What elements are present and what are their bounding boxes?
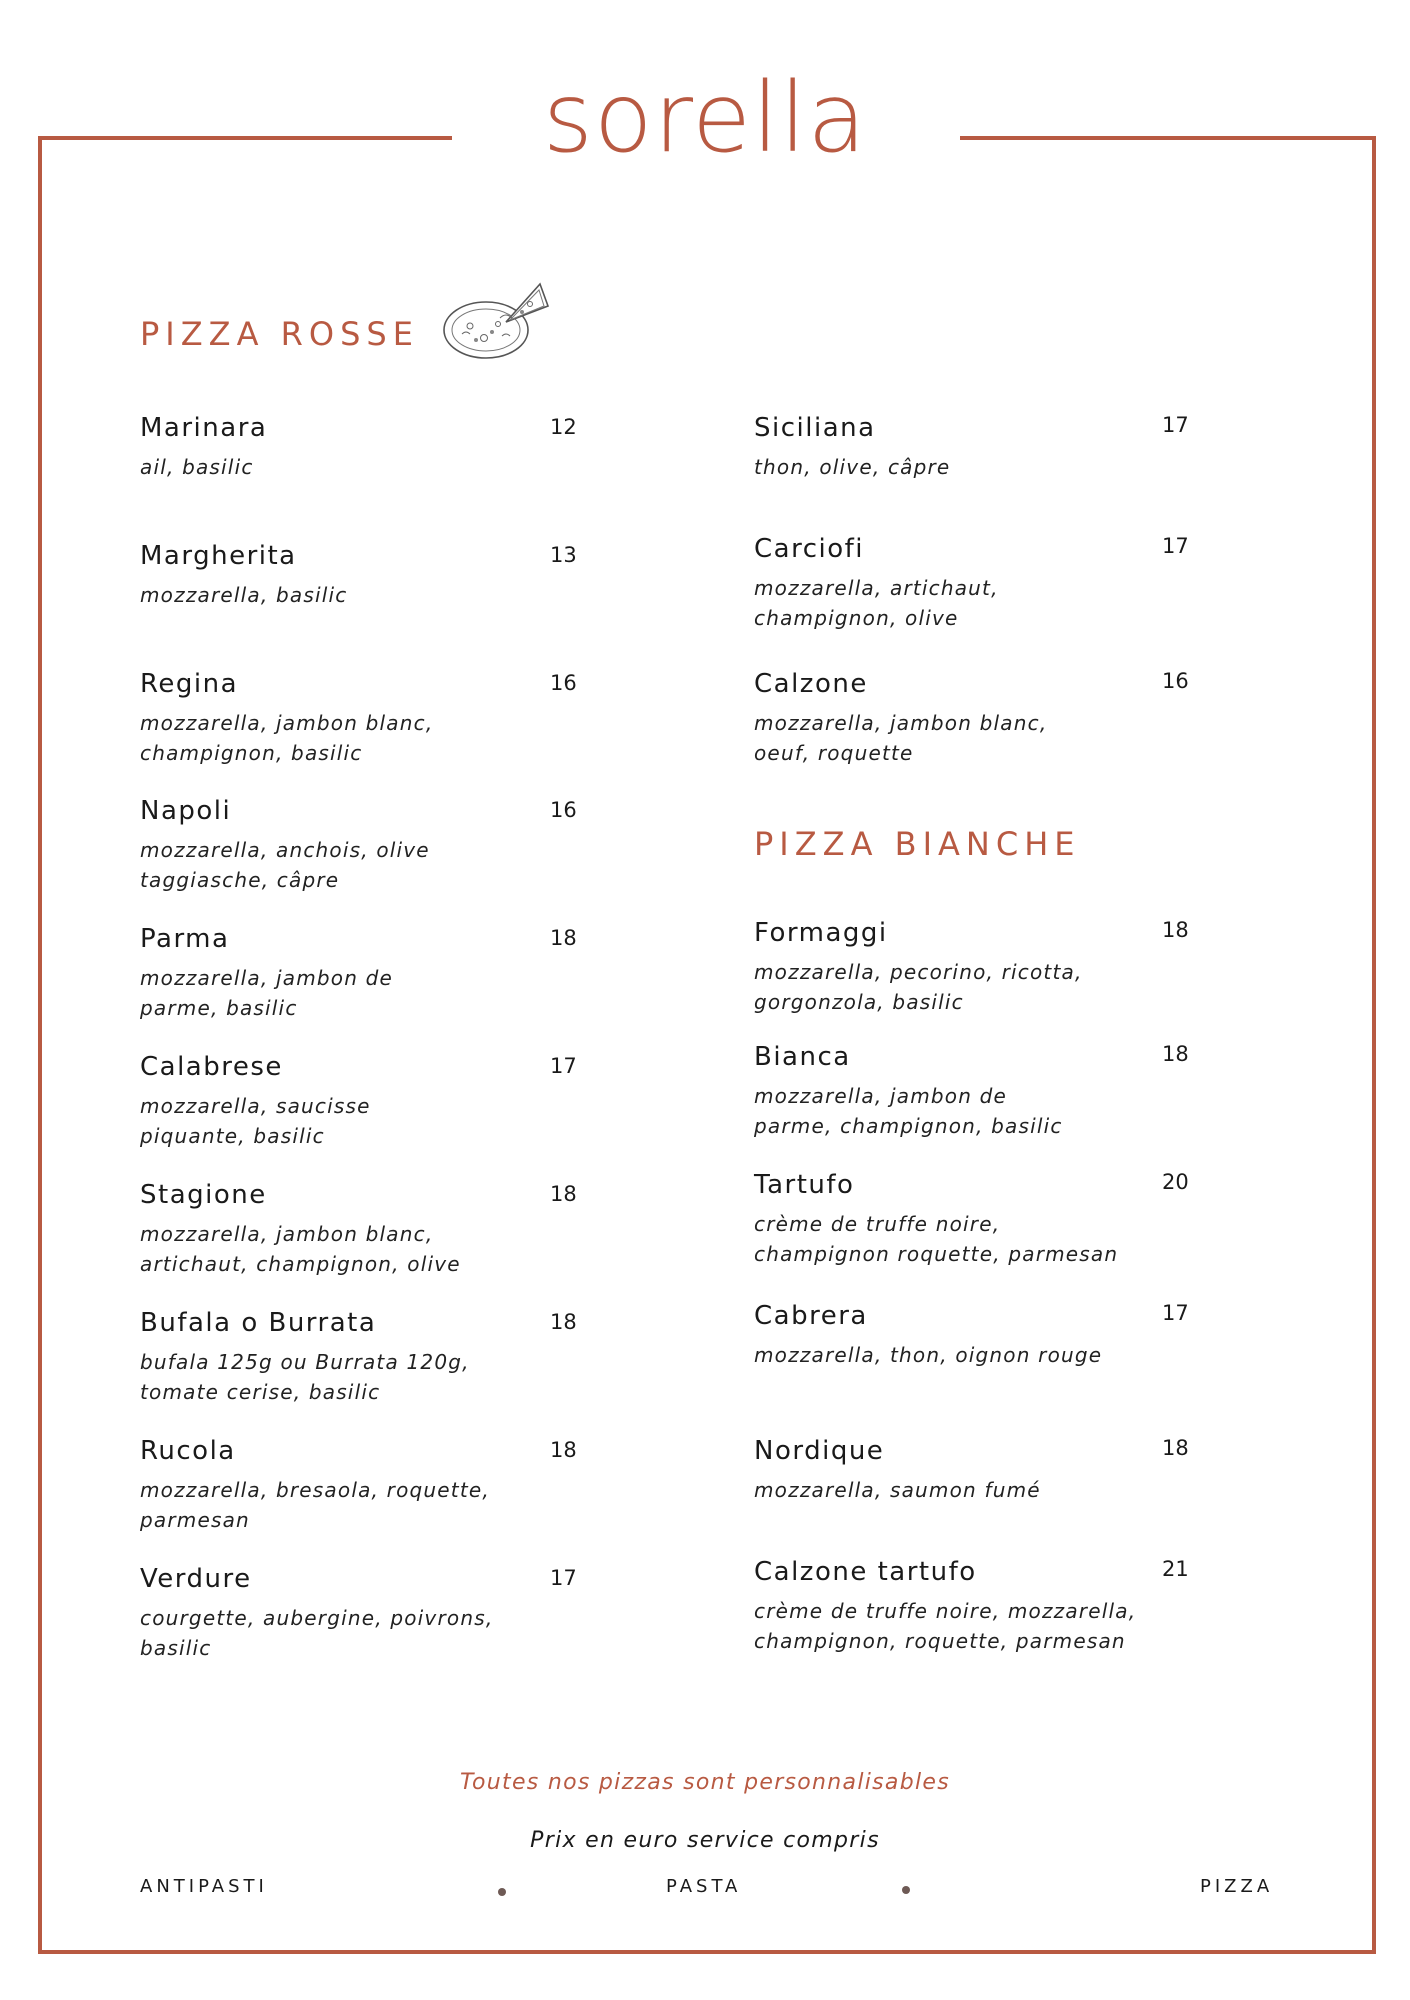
nav-antipasti[interactable]: ANTIPASTI bbox=[140, 1876, 268, 1897]
item-name: Calzone bbox=[754, 669, 868, 699]
item-description: mozzarella, anchois, olive taggiasche, câpre bbox=[140, 838, 430, 892]
item-name: Rucola bbox=[140, 1436, 236, 1466]
item-description: crème de truffe noire, mozzarella, champignon, roquette, parmesan bbox=[754, 1599, 1137, 1653]
item-name: Margherita bbox=[140, 541, 297, 571]
item-price: 17 bbox=[550, 1054, 577, 1078]
nav-pizza[interactable]: PIZZA bbox=[1200, 1876, 1274, 1897]
item-description: mozzarella, saucisse piquante, basilic bbox=[140, 1094, 371, 1148]
section-title-bianche: PIZZA BIANCHE bbox=[754, 825, 1081, 863]
item-description: mozzarella, jambon blanc, champignon, basilic bbox=[140, 711, 434, 765]
item-description: courgette, aubergine, poivrons, basilic bbox=[140, 1606, 494, 1660]
item-description: crème de truffe noire, champignon roquette, parmesan bbox=[754, 1212, 1119, 1266]
frame-left bbox=[38, 136, 42, 1954]
item-description: ail, basilic bbox=[140, 455, 254, 479]
item-name: Nordique bbox=[754, 1436, 885, 1466]
item-name: Calzone tartufo bbox=[754, 1557, 977, 1587]
item-price: 12 bbox=[550, 415, 577, 439]
item-name: Tartufo bbox=[754, 1170, 855, 1200]
item-name: Napoli bbox=[140, 796, 232, 826]
item-description: mozzarella, jambon de parme, basilic bbox=[140, 966, 394, 1020]
item-description: mozzarella, thon, oignon rouge bbox=[754, 1343, 1103, 1367]
item-price: 18 bbox=[550, 1438, 577, 1462]
item-description: mozzarella, jambon blanc, oeuf, roquette bbox=[754, 711, 1048, 765]
item-description: mozzarella, artichaut, champignon, olive bbox=[754, 576, 999, 630]
item-name: Bianca bbox=[754, 1042, 851, 1072]
item-price: 18 bbox=[1162, 918, 1189, 942]
item-description: mozzarella, jambon blanc, artichaut, champignon, olive bbox=[140, 1222, 461, 1276]
customizable-note: Toutes nos pizzas sont personnalisables bbox=[460, 1770, 950, 1795]
item-name: Verdure bbox=[140, 1564, 252, 1594]
item-name: Parma bbox=[140, 924, 230, 954]
item-price: 17 bbox=[1162, 1301, 1189, 1325]
item-price: 17 bbox=[1162, 534, 1189, 558]
item-price: 18 bbox=[1162, 1436, 1189, 1460]
frame-right bbox=[1372, 136, 1376, 1954]
item-description: mozzarella, jambon de parme, champignon, basilic bbox=[754, 1084, 1063, 1138]
item-price: 18 bbox=[1162, 1042, 1189, 1066]
item-price: 20 bbox=[1162, 1170, 1189, 1194]
nav-pasta[interactable]: PASTA bbox=[666, 1876, 742, 1897]
item-price: 18 bbox=[550, 926, 577, 950]
nav-separator-dot bbox=[902, 1886, 910, 1894]
item-price: 16 bbox=[550, 798, 577, 822]
item-price: 16 bbox=[1162, 669, 1189, 693]
item-price: 13 bbox=[550, 543, 577, 567]
item-description: mozzarella, basilic bbox=[140, 583, 348, 607]
item-name: Regina bbox=[140, 669, 239, 699]
item-price: 16 bbox=[550, 671, 577, 695]
item-description: bufala 125g ou Burrata 120g, tomate cerise, basilic bbox=[140, 1350, 470, 1404]
pizza-slice-illustration bbox=[440, 276, 550, 362]
item-name: Carciofi bbox=[754, 534, 865, 564]
item-description: mozzarella, saumon fumé bbox=[754, 1478, 1041, 1502]
item-description: mozzarella, pecorino, ricotta, gorgonzola, basilic bbox=[754, 960, 1083, 1014]
frame-bottom bbox=[38, 1950, 1376, 1954]
brand-logo: sorella bbox=[542, 62, 868, 174]
item-name: Calabrese bbox=[140, 1052, 283, 1082]
item-name: Formaggi bbox=[754, 918, 888, 948]
item-price: 17 bbox=[550, 1566, 577, 1590]
item-price: 18 bbox=[550, 1310, 577, 1334]
item-name: Bufala o Burrata bbox=[140, 1308, 377, 1338]
price-note: Prix en euro service compris bbox=[530, 1828, 880, 1853]
item-name: Marinara bbox=[140, 413, 268, 443]
nav-separator-dot bbox=[498, 1888, 506, 1896]
item-description: thon, olive, câpre bbox=[754, 455, 951, 479]
item-name: Siciliana bbox=[754, 413, 876, 443]
item-price: 17 bbox=[1162, 413, 1189, 437]
item-name: Cabrera bbox=[754, 1301, 868, 1331]
item-description: mozzarella, bresaola, roquette, parmesan bbox=[140, 1478, 490, 1532]
section-title-rosse: PIZZA ROSSE bbox=[140, 315, 419, 353]
item-name: Stagione bbox=[140, 1180, 267, 1210]
item-price: 18 bbox=[550, 1182, 577, 1206]
item-price: 21 bbox=[1162, 1557, 1189, 1581]
